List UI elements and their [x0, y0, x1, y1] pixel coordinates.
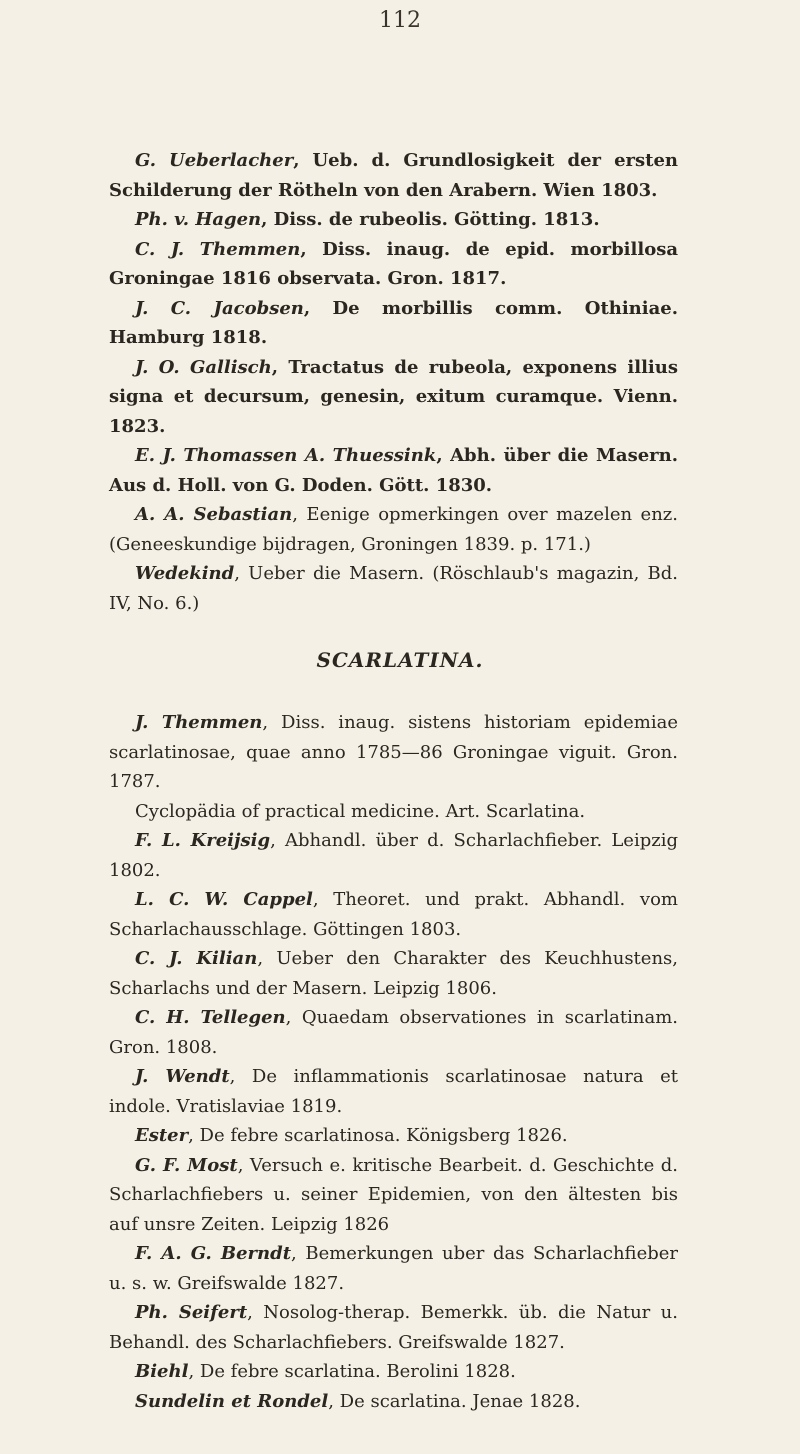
entry-text: , De morbillis comm. Othiniae. Hamburg 1818.: [109, 297, 678, 348]
bib-entry: [109, 1298, 678, 1357]
bib-entry: [109, 559, 678, 618]
entry-text: , Bemerkungen uber das Scharlachfieber u. s. w. Greifswalde 1827.: [109, 1243, 678, 1294]
entry-author: A. A. Sebastian: [135, 504, 293, 525]
bib-entry: [109, 441, 678, 500]
bib-entry: [109, 708, 678, 797]
entry-text: , De febre scarlatinosa. Königsberg 1826.: [188, 1125, 568, 1146]
entry-author: C. J. Themmen: [135, 238, 301, 260]
entry-author: Sundelin et Rondel: [135, 1390, 329, 1412]
bib-entry: [109, 1151, 678, 1240]
bib-entry: [109, 944, 678, 1003]
entry-author: J. Themmen: [135, 712, 263, 733]
entry-text: , Ueber den Charakter des Keuchhustens, Scharlachs und der Masern. Leipzig 1806.: [109, 948, 678, 999]
bib-entry: [109, 1357, 678, 1387]
entry-author: Ester: [135, 1125, 189, 1146]
entry-author: J. O. Gallisch: [135, 356, 272, 378]
entry-author: F. L. Kreijsig: [135, 830, 271, 851]
bib-entry: [109, 885, 678, 944]
entry-text: , Eenige opmerkingen over mazelen enz. (Geneeskundige bijdragen, Groningen 1839. p. 171.): [109, 504, 678, 555]
entry-author: Ph. v. Hagen: [135, 209, 262, 230]
entry-text: , Diss. inaug. de epid. morbillosa Groningae 1816 observata. Gron. 1817.: [109, 238, 678, 289]
bibliography-scarlatina: [109, 708, 678, 1416]
bib-entry: [109, 1239, 678, 1298]
entry-author: C. H. Tellegen: [135, 1007, 286, 1028]
entry-author: C. J. Kilian: [135, 948, 258, 969]
entry-text: , Ueber die Masern. (Röschlaub's magazin, Bd. IV, No. 6.): [109, 563, 678, 614]
entry-author: Wedekind: [135, 563, 235, 584]
entry-text: , Theoret. und prakt. Abhandl. vom Scharlachausschlage. Göttingen 1803.: [109, 889, 678, 940]
bib-entry: [109, 826, 678, 885]
entry-author: J. Wendt: [135, 1066, 230, 1087]
entry-text: , Diss. de rubeolis. Götting. 1813.: [261, 209, 600, 230]
entry-text: , De febre scarlatina. Berolini 1828.: [188, 1361, 516, 1382]
entry-author: G. Ueberlacher: [135, 150, 294, 171]
entry-text: , Abh. über die Masern. Aus d. Holl. von G. Doden. Gött. 1830.: [109, 445, 678, 496]
entry-text: , Abhandl. über d. Scharlachfieber. Leipzig 1802.: [109, 830, 679, 881]
bib-entry: [109, 294, 678, 353]
bib-entry: [109, 1062, 678, 1121]
entry-text: , Nosolog-therap. Bemerkk. üb. die Natur u. Behandl. des Scharlachfiebers. Greifswalde 1827.: [109, 1302, 678, 1353]
bib-entry: [109, 1003, 678, 1062]
bib-entry: [109, 797, 678, 827]
entry-author: Biehl: [135, 1361, 189, 1382]
entry-text: Cyclopädia of practical medicine. Art. Scarlatina.: [135, 800, 586, 822]
section-heading: SCARLATINA.: [316, 648, 484, 672]
entry-text: , Versuch e. kritische Bearbeit. d. Geschichte d. Scharlachfiebers u. seiner Epidemien, von den ältesten bis auf unsre Zeiten. Leipzig 1826: [109, 1154, 678, 1235]
entry-text: , Ueb. d. Grundlosigkeit der ersten Schilderung der Rötheln von den Arabern. Wien 1803.: [109, 150, 678, 201]
bibliography-measles: [109, 146, 678, 618]
bib-entry: [109, 235, 678, 294]
bib-entry: [109, 1121, 678, 1151]
entry-author: G. F. Most: [135, 1154, 238, 1176]
entry-text: , Tractatus de rubeola, exponens illius signa et decursum, genesin, exitum curamque. Vienn. 1823.: [109, 356, 678, 437]
bib-entry: [109, 146, 678, 205]
entry-text: , De scarlatina. Jenae 1828.: [328, 1390, 581, 1412]
entry-text: , De inflammationis scarlatinosae natura et indole. Vratislaviae 1819.: [109, 1066, 679, 1117]
bib-entry: [109, 500, 678, 559]
entry-author: E. J. Thomassen A. Thuessink: [135, 445, 437, 466]
bib-entry: [109, 353, 678, 442]
entry-author: Ph. Seifert: [135, 1302, 248, 1323]
page-number: 112: [379, 8, 421, 33]
bib-entry: [109, 1387, 678, 1417]
bib-entry: [109, 205, 678, 235]
entry-author: F. A. G. Berndt: [135, 1243, 292, 1264]
entry-text: , Quaedam observationes in scarlatinam. Gron. 1808.: [109, 1007, 678, 1058]
entry-text: , Diss. inaug. sistens historiam epidemiae scarlatinosae, quae anno 1785—86 Groningae viguit. Gron. 1787.: [109, 712, 679, 792]
entry-author: L. C. W. Cappel: [135, 889, 313, 910]
entry-author: J. C. Jacobsen: [135, 297, 304, 319]
